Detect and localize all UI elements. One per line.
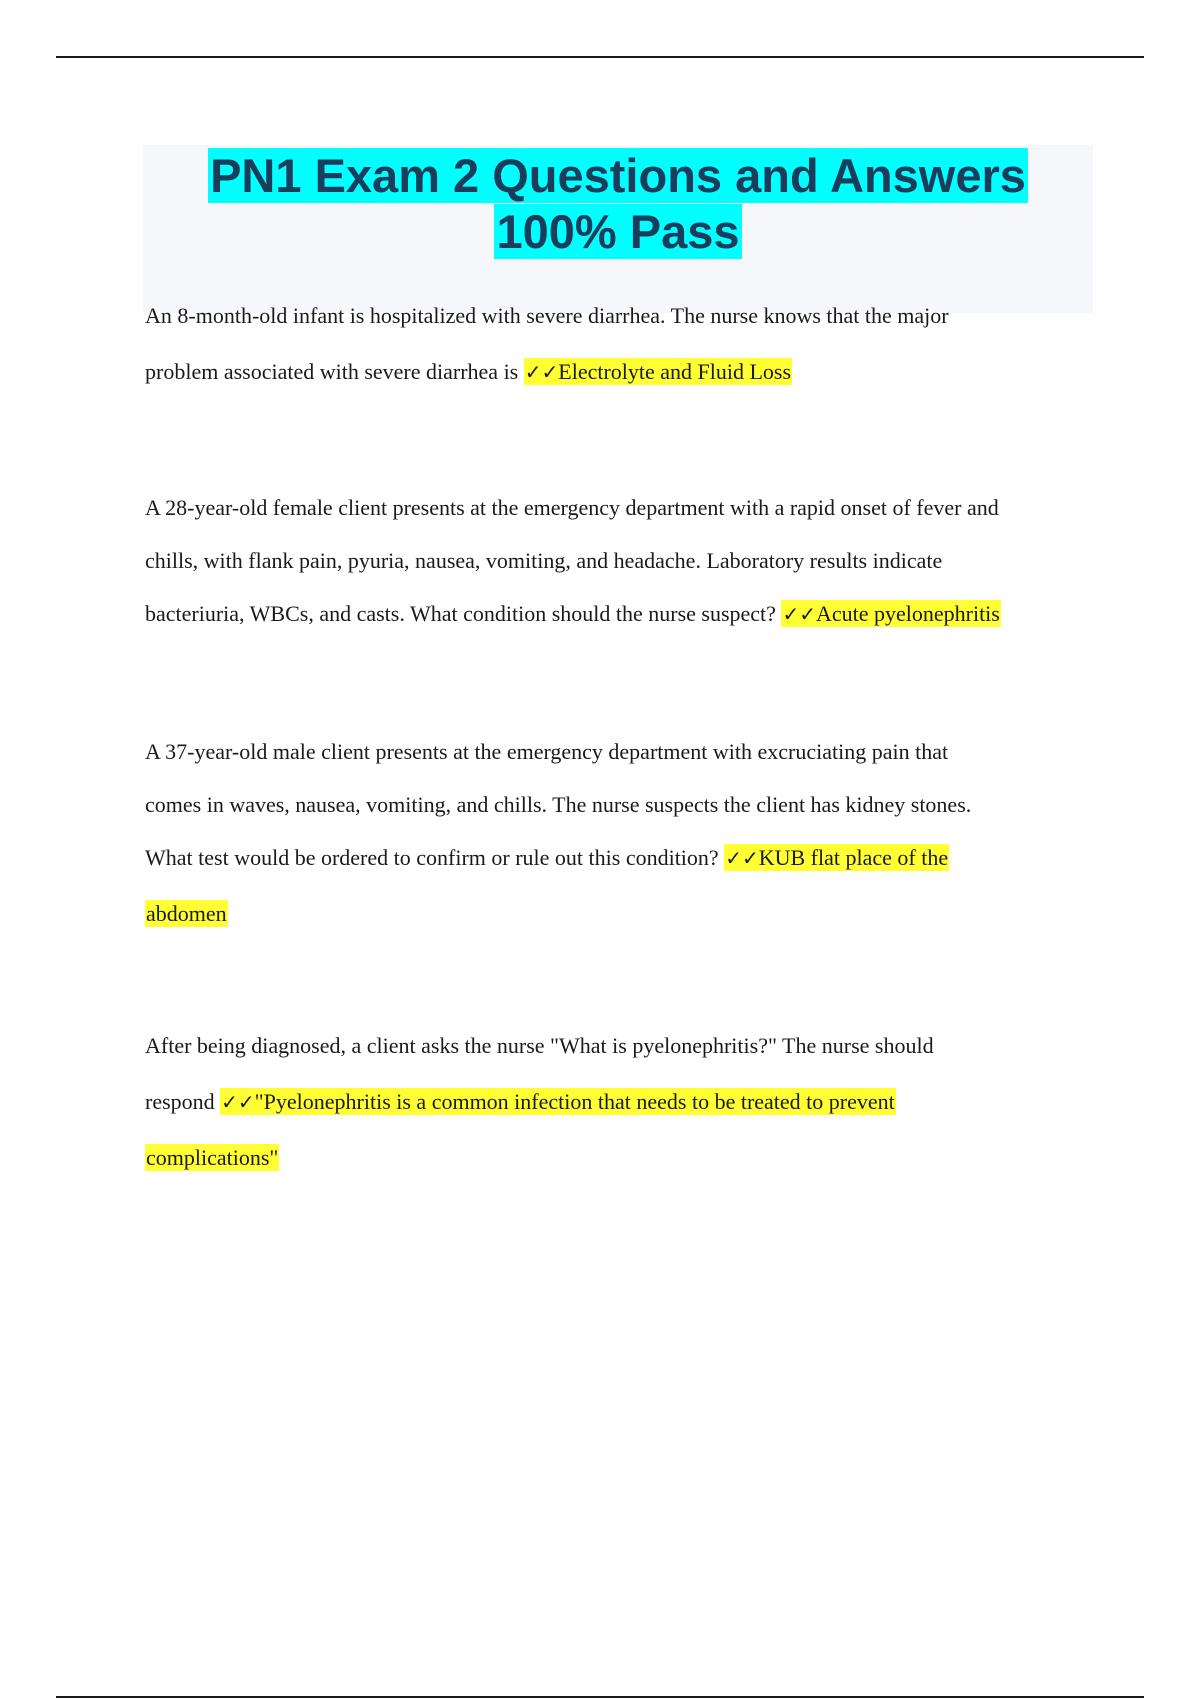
- answer-highlight: [781, 600, 1000, 627]
- page-title-line-1: PN1 Exam 2 Questions and Answers: [210, 149, 1026, 202]
- question-line: An 8-month-old infant is hospitalized with severe diarrhea. The nurse knows that the major: [145, 303, 949, 328]
- question-text: bacteriuria, WBCs, and casts. What condition should the nurse suspect?: [145, 601, 782, 626]
- question-line: [145, 844, 949, 872]
- bottom-rule: [56, 1696, 1144, 1698]
- answer-text: Electrolyte and Fluid Loss: [558, 359, 792, 384]
- answer-highlight: complications": [146, 1145, 279, 1170]
- top-rule: [56, 56, 1144, 58]
- question-line: [145, 358, 792, 386]
- answer-line: [145, 900, 228, 928]
- question-line: [145, 600, 1001, 628]
- question-line: [145, 1088, 896, 1116]
- answer-highlight: abdomen: [146, 901, 227, 926]
- question-line: chills, with flank pain, pyuria, nausea, vomiting, and headache. Laboratory results indicate: [145, 548, 943, 573]
- question-line: After being diagnosed, a client asks the nurse "What is pyelonephritis?" The nurse should: [145, 1033, 934, 1058]
- answer-line: [145, 1144, 279, 1172]
- question-text: What test would be ordered to confirm or rule out this condition?: [145, 845, 725, 870]
- question-line: comes in waves, nausea, vomiting, and chills. The nurse suspects the client has kidney stones.: [145, 792, 972, 817]
- answer-text: Acute pyelonephritis: [815, 601, 1000, 626]
- double-check-icon: ✓✓: [725, 846, 759, 870]
- answer-text: "Pyelonephritis is a common infection that needs to be treated to prevent: [254, 1089, 895, 1114]
- double-check-icon: ✓✓: [524, 360, 559, 384]
- double-check-icon: ✓✓: [221, 1090, 255, 1114]
- title-block: [143, 145, 1093, 313]
- answer-highlight: [220, 1088, 896, 1115]
- question-text: respond: [145, 1089, 221, 1114]
- answer-highlight: [724, 844, 949, 871]
- answer-text: KUB flat place of the: [758, 845, 949, 870]
- question-text: problem associated with severe diarrhea is: [145, 359, 524, 384]
- question-line: A 28-year-old female client presents at the emergency department with a rapid onset of fever and: [145, 495, 999, 520]
- question-line: A 37-year-old male client presents at the emergency department with excruciating pain that: [145, 739, 949, 764]
- double-check-icon: ✓✓: [782, 602, 816, 626]
- page-title-line-2: 100% Pass: [496, 205, 740, 258]
- answer-highlight: [524, 358, 792, 385]
